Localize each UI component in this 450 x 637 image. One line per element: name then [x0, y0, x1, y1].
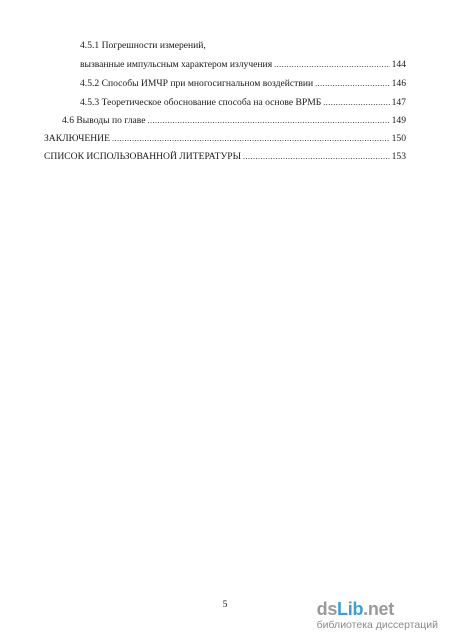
logo-lib: Lib [337, 599, 364, 619]
toc-page-number: 149 [391, 115, 406, 126]
dot-leader [148, 115, 390, 127]
toc-entry-4-5-1-line1: 4.5.1 Погрешности измерений, [80, 40, 206, 51]
toc-entry-4-6[interactable] [62, 115, 406, 127]
logo-ds: ds [316, 599, 338, 619]
toc-entry-references[interactable] [44, 151, 406, 163]
toc-entry-4-5-2[interactable] [80, 78, 406, 90]
dot-leader [243, 151, 390, 163]
page-number: 5 [222, 599, 228, 610]
dslib-watermark [317, 600, 438, 631]
dot-leader [274, 59, 390, 71]
dot-leader [112, 133, 390, 145]
toc-page-number: 144 [391, 59, 406, 70]
toc-entry-4-5-1[interactable] [80, 59, 406, 71]
toc-page-number: 153 [391, 151, 406, 162]
toc-entry-conclusion[interactable] [44, 133, 406, 145]
toc-entry-title: вызванные импульсным характером излучения [80, 59, 273, 70]
logo-net: .net [363, 599, 394, 619]
toc-entry-title: ЗАКЛЮЧЕНИЕ [44, 133, 110, 144]
dot-leader [323, 97, 389, 109]
toc-entry-title: 4.5.3 Теоретическое обоснование способа на основе ВРМБ [80, 97, 322, 108]
dslib-logo [317, 600, 438, 618]
toc-page-number: 147 [391, 97, 406, 108]
toc-entry-4-5-3[interactable] [80, 97, 406, 109]
toc-entry-title: 4.5.2 Способы ИМЧР при многосигнальном воздействии [80, 78, 314, 89]
toc-entry-title: СПИСОК ИСПОЛЬЗОВАННОЙ ЛИТЕРАТУРЫ [44, 151, 242, 162]
toc-page-number: 150 [391, 133, 406, 144]
dot-leader [315, 78, 389, 90]
toc-page-number: 146 [391, 78, 406, 89]
toc-entry-title: 4.6 Выводы по главе [62, 115, 146, 126]
watermark-subtitle: библиотека диссертаций [316, 619, 438, 631]
